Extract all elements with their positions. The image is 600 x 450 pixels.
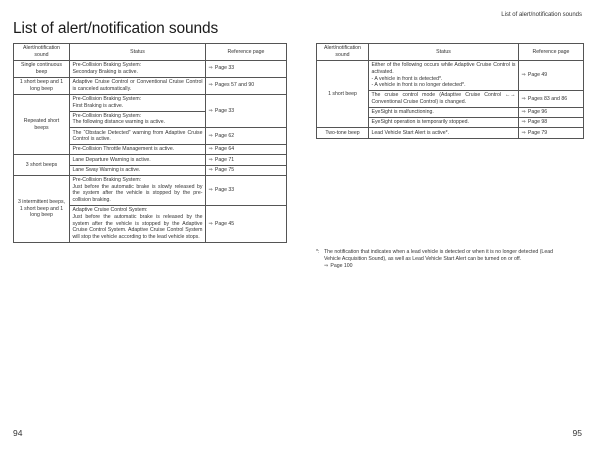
- reference-page-cell: [206, 155, 287, 165]
- status-line: - A vehicle in front is detected*.: [371, 75, 443, 82]
- reference-page-cell: [206, 206, 287, 243]
- table-row: [14, 175, 287, 205]
- status-line: The following distance warning is active.: [72, 119, 166, 126]
- table-row: [14, 77, 287, 94]
- status-line: Lead Vehicle Start Alert is active*.: [371, 129, 450, 136]
- reference-page-text: Page 49: [527, 72, 548, 79]
- arrow-icon: ⇒: [208, 220, 213, 227]
- table-row: [317, 60, 584, 90]
- reference-page-cell: [206, 94, 287, 128]
- table-header-row: [14, 44, 287, 61]
- reference-page-text: Pages 57 and 90: [214, 82, 255, 89]
- column-header-status: Status: [369, 44, 519, 61]
- alert-sound-cell: Single continuous beep: [14, 60, 70, 77]
- status-line: Pre-Collision Braking System:: [72, 62, 142, 69]
- status-line: EyeSight is malfunctioning.: [371, 109, 434, 116]
- reference-page-text: Page 45: [214, 220, 235, 227]
- footnote-reference: [316, 263, 566, 270]
- reference-page-cell: [206, 165, 287, 175]
- alert-sounds-table: [316, 43, 584, 139]
- arrow-icon: ⇒: [521, 129, 526, 136]
- table-body: [14, 60, 287, 242]
- arrow-icon: ⇒: [324, 263, 329, 270]
- status-line: Pre-Collision Braking System:: [72, 95, 142, 102]
- running-head: List of alert/notification sounds: [501, 12, 582, 18]
- reference-page-cell: [206, 175, 287, 205]
- alert-sound-cell: 1 short beep and 1 long beep: [14, 77, 70, 94]
- reference-page-text: Page 33: [214, 65, 235, 72]
- status-cell: [70, 111, 206, 128]
- status-line: Just before the automatic brake is slowly released by the system after the vehicle is stopped by the pre-collision braking.: [72, 183, 203, 204]
- alert-sound-cell: 1 short beep: [317, 60, 369, 128]
- reference-page-cell: [519, 60, 584, 90]
- status-cell: [70, 60, 206, 77]
- status-cell: [369, 118, 519, 128]
- arrow-icon: ⇒: [208, 156, 213, 163]
- reference-page-cell: [206, 77, 287, 94]
- alert-sound-cell: Repeated short beeps: [14, 94, 70, 155]
- table-row: [317, 128, 584, 138]
- arrow-icon: ⇒: [208, 186, 213, 193]
- status-cell: [70, 145, 206, 155]
- alert-sound-cell: 3 intermittent beeps, 1 short beep and 1 long beep: [14, 175, 70, 243]
- column-header-alert: Alert/notification sound: [317, 44, 369, 61]
- page-number: 95: [572, 428, 582, 438]
- status-line: First Braking is active.: [72, 102, 124, 109]
- table-row: [14, 94, 287, 111]
- status-line: The “Obstacle Detected” warning from Adaptive Cruise Control is active.: [72, 129, 203, 143]
- reference-page-cell: [519, 91, 584, 108]
- status-cell: [70, 128, 206, 145]
- status-line: EyeSight operation is temporarily stopped.: [371, 119, 469, 126]
- status-cell: [70, 206, 206, 243]
- status-line: Secondary Braking is active.: [72, 68, 138, 75]
- table-body: [317, 60, 584, 138]
- reference-page-text: Page 64: [214, 146, 235, 153]
- status-line: The cruise control mode (Adaptive Cruise Control ←→ Conventional Cruise Control) is changed.: [371, 92, 516, 106]
- status-cell: [369, 91, 519, 108]
- column-header-status: Status: [70, 44, 206, 61]
- status-line: Lane Sway Warning is active.: [72, 166, 141, 173]
- page-number: 94: [13, 428, 23, 438]
- status-line: Adaptive Cruise Control System:: [72, 207, 148, 214]
- arrow-icon: ⇒: [208, 65, 213, 72]
- arrow-icon: ⇒: [521, 109, 526, 116]
- status-line: Pre-Collision Braking System:: [72, 112, 142, 119]
- arrow-icon: ⇒: [208, 132, 213, 139]
- arrow-icon: ⇒: [208, 166, 213, 173]
- reference-page-text: Page 71: [214, 156, 235, 163]
- status-cell: [369, 108, 519, 118]
- arrow-icon: ⇒: [208, 107, 213, 114]
- reference-page-text: Page 98: [527, 119, 548, 126]
- status-cell: [70, 94, 206, 111]
- reference-page-text: Page 100: [330, 263, 353, 270]
- table-row: [14, 155, 287, 165]
- footnote-text: The notification that indicates when a lead vehicle is detected or when it is no longer detected (Lead Vehicle Acquisition Sound), as well as Lead Vehicle Start Alert can be turned on or off.: [324, 249, 553, 263]
- footnote: [316, 249, 566, 270]
- status-line: Pre-Collision Throttle Management is active.: [72, 146, 175, 153]
- arrow-icon: ⇒: [521, 72, 526, 79]
- alert-sounds-table: [13, 43, 287, 243]
- status-cell: [70, 77, 206, 94]
- reference-page-text: Page 79: [527, 129, 548, 136]
- arrow-icon: ⇒: [208, 146, 213, 153]
- arrow-icon: ⇒: [521, 95, 526, 102]
- table-header-row: [317, 44, 584, 61]
- reference-page-cell: [206, 128, 287, 145]
- status-cell: [369, 128, 519, 138]
- status-cell: [70, 175, 206, 205]
- column-header-alert: Alert/notification sound: [14, 44, 70, 61]
- reference-page-text: Page 62: [214, 132, 235, 139]
- status-line: Just before the automatic brake is released by the system after the vehicle is stopped by the Adaptive Cruise Control System. Adaptive Cruise Control System will stop the vehicle according to the lead vehicle stops.: [72, 213, 203, 241]
- status-line: - A vehicle in front is no longer detected*.: [371, 82, 466, 89]
- footnote-mark: *:: [316, 249, 320, 255]
- arrow-icon: ⇒: [521, 119, 526, 126]
- alert-sound-cell: 3 short beeps: [14, 155, 70, 175]
- reference-page-text: Pages 83 and 86: [527, 95, 568, 102]
- column-header-reference: Reference page: [206, 44, 287, 61]
- right-page: [300, 0, 600, 450]
- table-row: [14, 60, 287, 77]
- status-line: Either of the following occurs while Adaptive Cruise Control is activated.: [371, 62, 516, 75]
- arrow-icon: ⇒: [208, 82, 213, 89]
- reference-page-text: Page 33: [214, 186, 235, 193]
- column-header-reference: Reference page: [519, 44, 584, 61]
- reference-page-cell: [519, 128, 584, 138]
- alert-sound-cell: Two-tone beep: [317, 128, 369, 138]
- status-line: Adaptive Cruise Control or Conventional Cruise Control is canceled automatically.: [72, 78, 203, 92]
- status-line: Lane Departure Warning is active.: [72, 156, 151, 163]
- reference-page-cell: [519, 108, 584, 118]
- reference-page-cell: [519, 118, 584, 128]
- page-title: List of alert/notification sounds: [13, 20, 219, 37]
- status-cell: [70, 155, 206, 165]
- reference-page-cell: [206, 60, 287, 77]
- status-line: Pre-Collision Braking System:: [72, 176, 142, 183]
- status-cell: [70, 165, 206, 175]
- reference-page-cell: [206, 145, 287, 155]
- reference-page-text: Page 33: [214, 107, 235, 114]
- reference-page-text: Page 75: [214, 166, 235, 173]
- reference-page-text: Page 96: [527, 109, 548, 116]
- status-cell: [369, 60, 519, 90]
